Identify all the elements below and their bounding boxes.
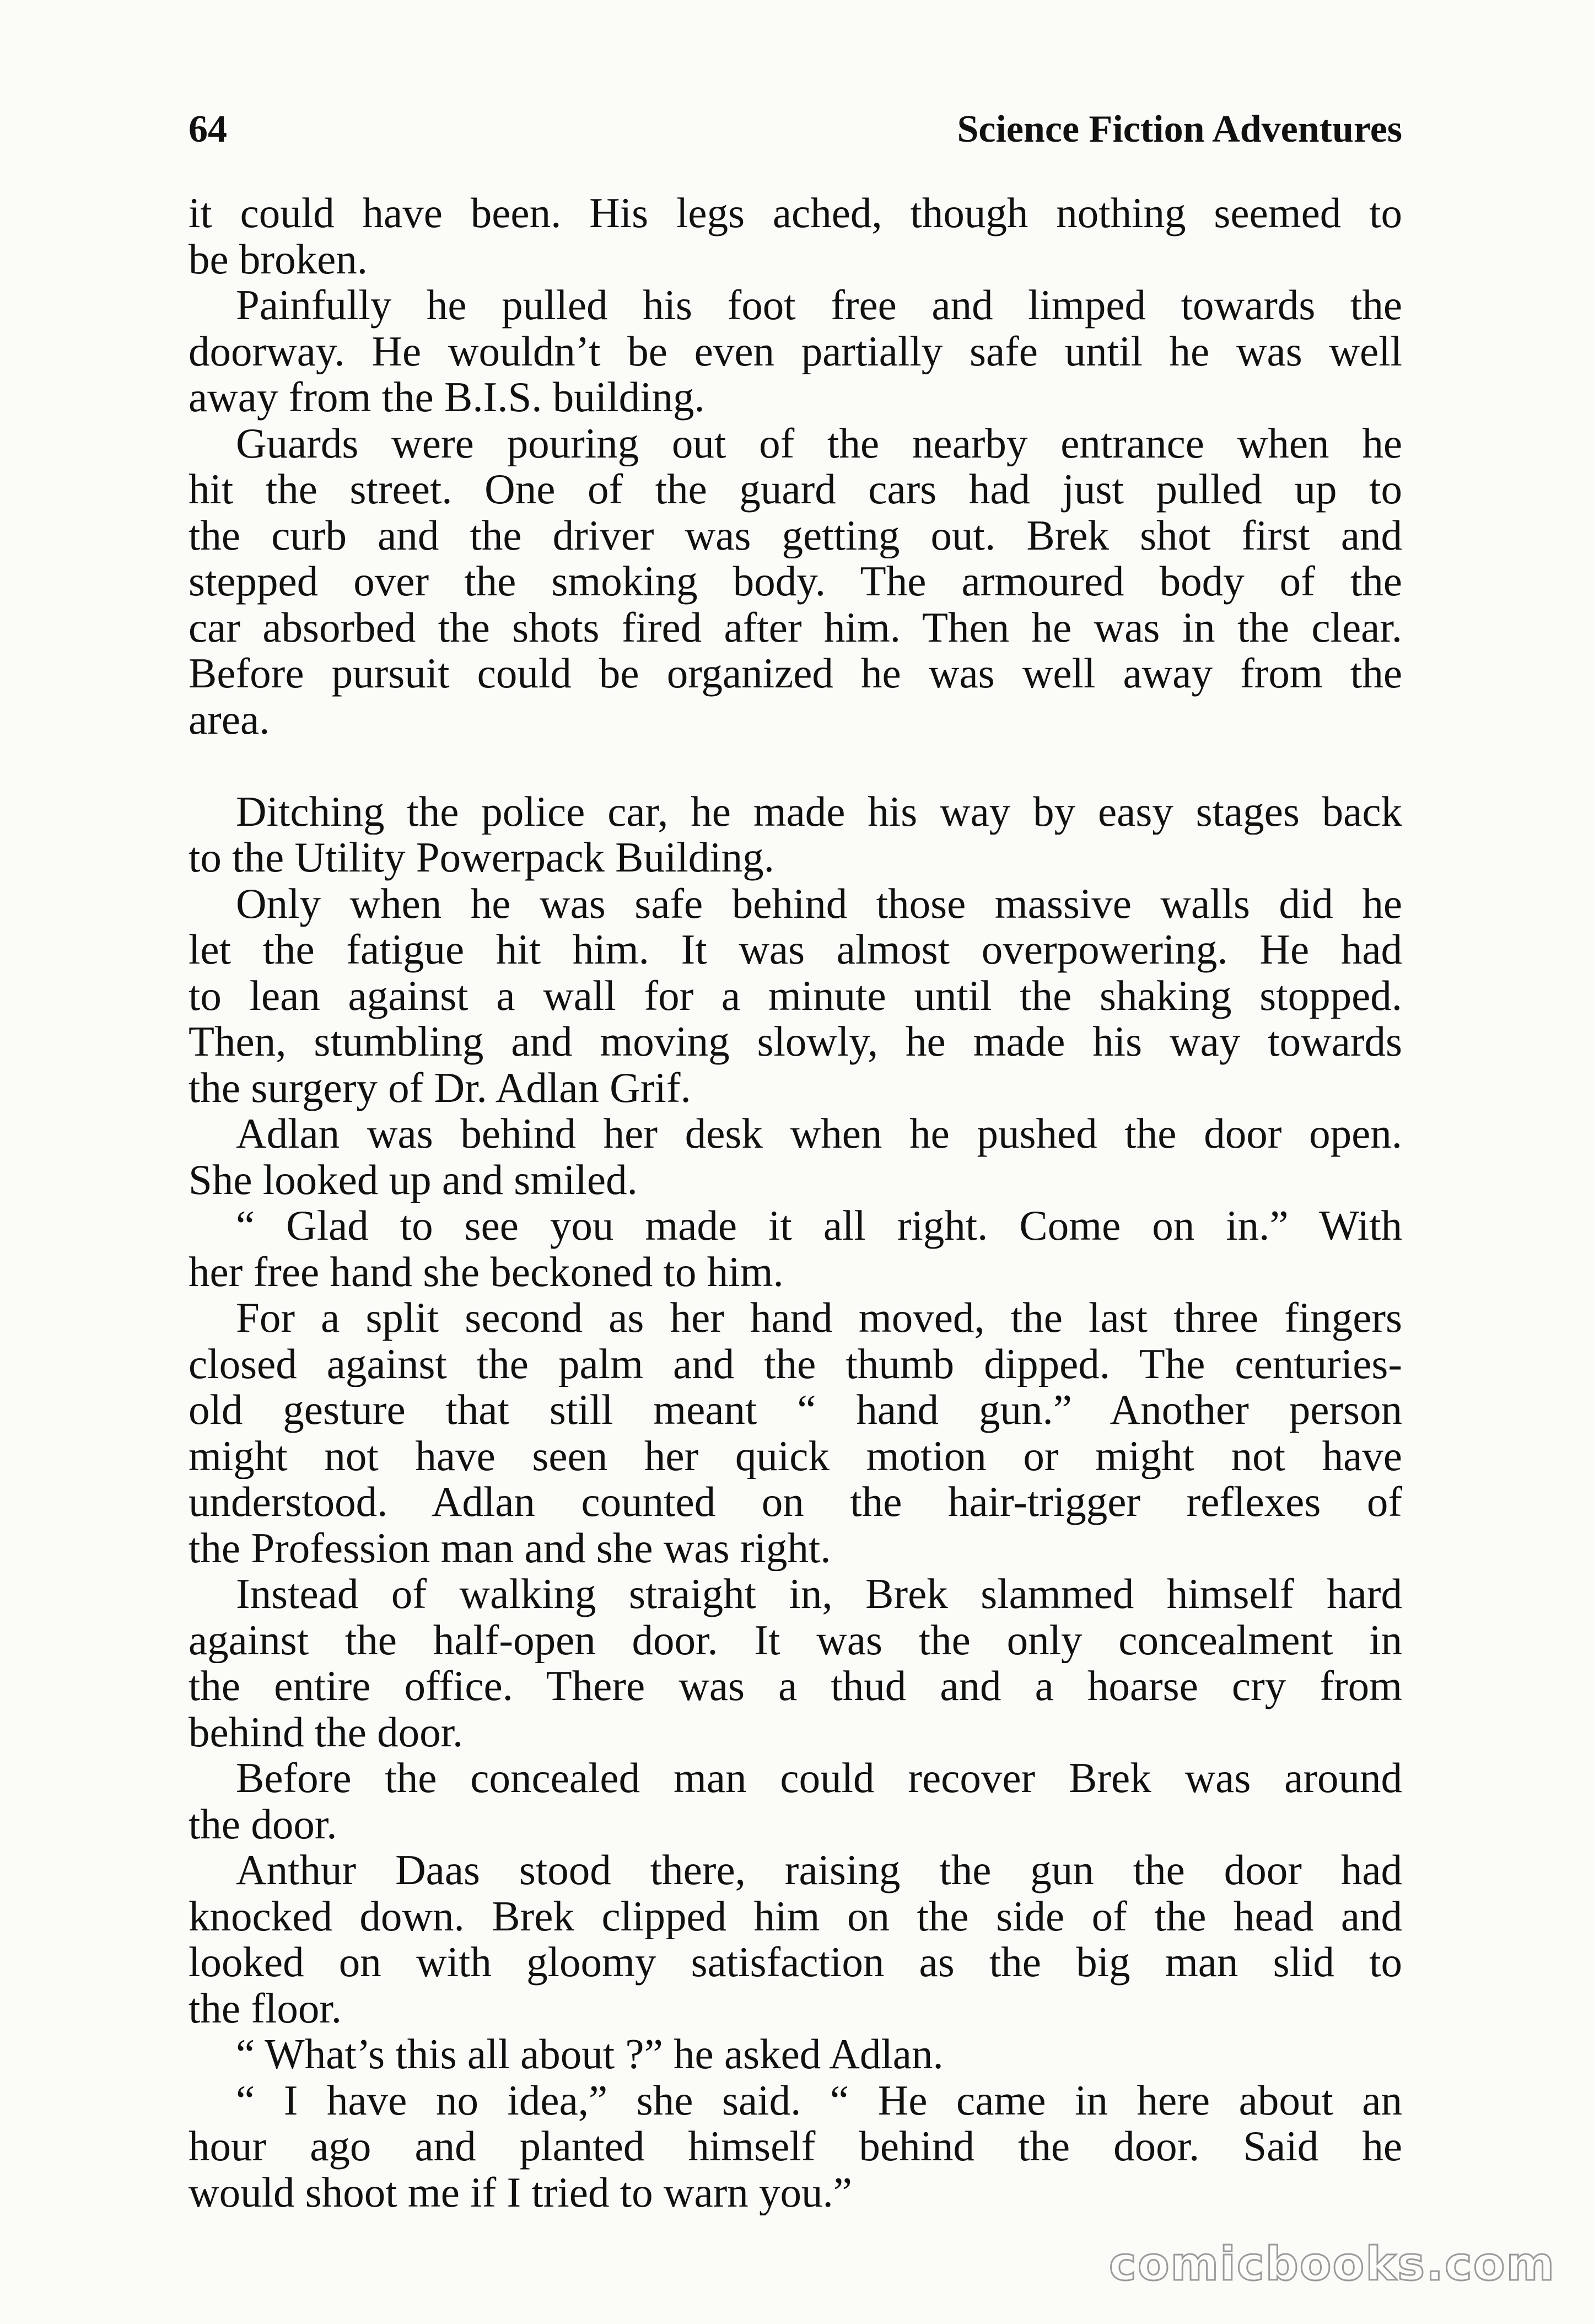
page-number: 64	[189, 108, 227, 150]
text-line: it could have been. His legs ached, though nothing seemed to	[189, 190, 1402, 236]
text-line: Before pursuit could be organized he was well away from the	[189, 650, 1402, 697]
text-line: understood. Adlan counted on the hair-trigger reflexes of	[189, 1479, 1402, 1525]
text-line: would shoot me if I tried to warn you.”	[189, 2169, 852, 2215]
text-line: Instead of walking straight in, Brek slammed himself hard	[236, 1571, 1402, 1617]
text-line: For a split second as her hand moved, the last three fingers	[236, 1295, 1402, 1341]
text-line: Then, stumbling and moving slowly, he made his way towards	[189, 1019, 1402, 1065]
text-line: her free hand she beckoned to him.	[189, 1249, 784, 1295]
text-line: the door.	[189, 1801, 337, 1847]
running-title: Science Fiction Adventures	[957, 108, 1402, 150]
text-line: the Profession man and she was right.	[189, 1525, 831, 1571]
text-line: doorway. He wouldn’t be even partially safe until he was well	[189, 328, 1402, 374]
text-line: “ What’s this all about ?” he asked Adlan.	[236, 2031, 944, 2078]
text-line: Painfully he pulled his foot free and limped towards the	[236, 282, 1402, 329]
text-line: to the Utility Powerpack Building.	[189, 835, 774, 881]
text-line: to lean against a wall for a minute until the shaking stopped.	[189, 972, 1402, 1019]
text-line: against the half-open door. It was the only concealment in	[189, 1617, 1402, 1663]
text-line: “ I have no idea,” she said. “ He came in here about an	[236, 2077, 1402, 2123]
text-line: the curb and the driver was getting out. Brek shot first and	[189, 512, 1402, 558]
text-line: away from the B.I.S. building.	[189, 374, 705, 421]
text-line: Only when he was safe behind those massive walls did he	[236, 880, 1402, 927]
page-header	[189, 105, 1402, 154]
text-line: looked on with gloomy satisfaction as the big man slid to	[189, 1939, 1402, 1986]
watermark-logo: comicbooks.com	[1109, 2237, 1555, 2291]
text-line: car absorbed the shots fired after him. Then he was in the clear.	[189, 604, 1402, 650]
text-line: Adlan was behind her desk when he pushed the door open.	[236, 1111, 1402, 1157]
text-line: stepped over the smoking body. The armoured body of the	[189, 558, 1402, 605]
text-line: Before the concealed man could recover Brek was around	[236, 1755, 1402, 1801]
text-line: area.	[189, 696, 270, 743]
text-line: Anthur Daas stood there, raising the gun the door had	[236, 1847, 1402, 1893]
text-line: hit the street. One of the guard cars had just pulled up to	[189, 466, 1402, 513]
section-break	[189, 743, 1402, 789]
body-text	[189, 190, 1402, 2215]
text-line: “ Glad to see you made it all right. Come on in.” With	[236, 1203, 1402, 1249]
text-line: behind the door.	[189, 1709, 464, 1755]
text-line: Guards were pouring out of the nearby entrance when he	[236, 420, 1402, 466]
text-line: old gesture that still meant “ hand gun.” Another person	[189, 1387, 1402, 1433]
text-line: be broken.	[189, 236, 368, 282]
text-line: knocked down. Brek clipped him on the side of the head and	[189, 1893, 1402, 1939]
text-line: the floor.	[189, 1985, 342, 2031]
text-line: She looked up and smiled.	[189, 1156, 638, 1203]
text-line: the surgery of Dr. Adlan Grif.	[189, 1064, 691, 1111]
text-line: the entire office. There was a thud and a hoarse cry from	[189, 1663, 1402, 1709]
text-line: closed against the palm and the thumb dipped. The centuries-	[189, 1341, 1402, 1387]
text-line: let the fatigue hit him. It was almost overpowering. He had	[189, 927, 1402, 973]
text-line: hour ago and planted himself behind the door. Said he	[189, 2123, 1402, 2170]
text-line: Ditching the police car, he made his way by easy stages back	[236, 788, 1402, 835]
text-line: might not have seen her quick motion or might not have	[189, 1433, 1402, 1479]
